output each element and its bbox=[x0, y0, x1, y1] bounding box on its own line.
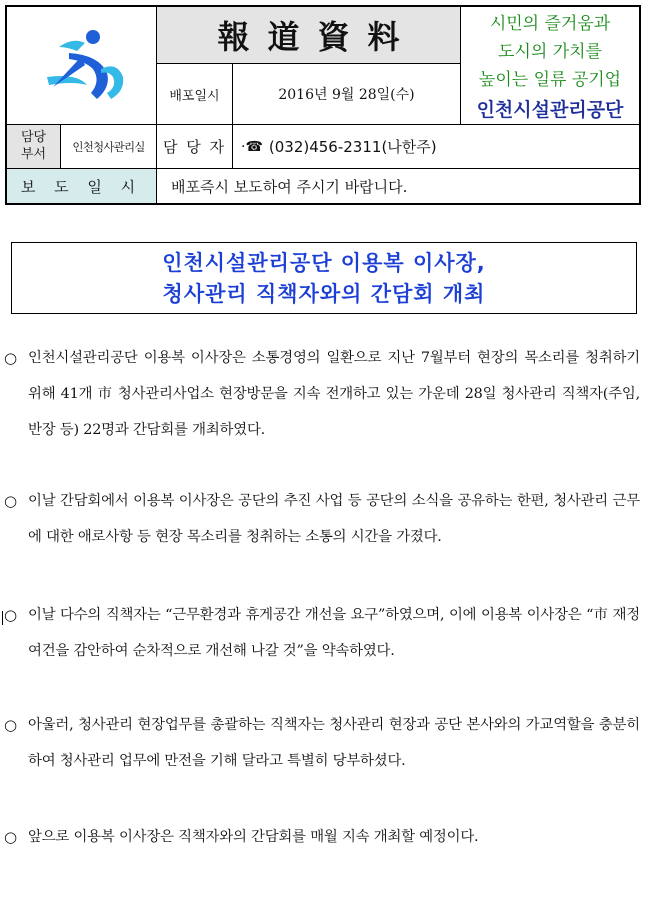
paragraph-text: 앞으로 이용복 이사장은 직책자와의 간담회를 매월 지속 개최할 예정이다. bbox=[28, 829, 479, 845]
organization-name: 인천시설관리공단 bbox=[476, 99, 624, 121]
dept-value: 인천청사관리실 bbox=[61, 125, 157, 169]
bullet-icon: ○ bbox=[4, 606, 17, 624]
text-cursor bbox=[2, 611, 3, 625]
date-label: 배포일시 bbox=[157, 64, 233, 125]
body-paragraphs bbox=[4, 340, 640, 855]
press-release-title: 報道資料 bbox=[157, 7, 461, 64]
press-header-table bbox=[5, 5, 641, 205]
bullet-icon: ○ bbox=[4, 349, 17, 367]
paragraph-text: 아울러, 청사관리 현장업무를 총괄하는 직책자는 청사관리 현장과 공단 본사와의 가교역할을 충분히 하여 청사관리 업무에 만전을 기해 달라고 특별히 당부하셨다. bbox=[28, 717, 640, 769]
paragraph bbox=[4, 340, 640, 448]
paragraph-text: 이날 간담회에서 이용복 이사장은 공단의 추진 사업 등 공단의 소식을 공유하는 한편, 청사관리 근무에 대한 애로사항 등 현장 목소리를 청취하는 소통의 시간을 가졌다. bbox=[28, 493, 640, 545]
slogan-line: 도시의 가치를 bbox=[498, 42, 602, 62]
paragraph bbox=[4, 597, 640, 669]
paragraph bbox=[4, 819, 640, 855]
paragraph bbox=[4, 483, 640, 555]
release-value: 배포즉시 보도하여 주시기 바랍니다. bbox=[171, 177, 408, 196]
bullet-icon: ○ bbox=[4, 828, 17, 846]
bullet-icon: ○ bbox=[4, 716, 17, 734]
slogan-cell bbox=[461, 7, 639, 125]
slogan-line: 시민의 즐거움과 bbox=[489, 14, 611, 34]
paragraph-text: 이날 다수의 직책자는 “근무환경과 휴게공간 개선을 요구”하였으며, 이에 이용복 이사장은 “市 재정여건을 감안하여 순차적으로 개선해 나갈 것”을 약속하였다. bbox=[28, 607, 640, 659]
slogan-line: 높이는 일류 공기업 bbox=[478, 70, 622, 90]
manager-value bbox=[233, 125, 639, 169]
paragraph-text: 인천시설관리공단 이용복 이사장은 소통경영의 일환으로 지난 7월부터 현장의 목소리를 청취하기 위해 41개 市 청사관리사업소 현장방문을 지속 전개하고 있는 가운데 28일 청사관리 직책자(주임, 반장 등) 22명과 간담회를 개최하였다. bbox=[28, 350, 640, 438]
headline-line-1: 인천시설관리공단 이용복 이사장, bbox=[162, 251, 486, 275]
manager-contact: (032)456-2311(나한주) bbox=[268, 138, 437, 156]
phone-icon: ·☎ bbox=[241, 138, 263, 155]
headline-line-2: 청사관리 직책자와의 간담회 개최 bbox=[162, 282, 486, 306]
corporation-logo bbox=[7, 7, 157, 125]
bullet-icon: ○ bbox=[4, 492, 17, 510]
dept-label-text: 담당부서 bbox=[20, 130, 47, 162]
manager-label: 담 당 자 bbox=[157, 125, 233, 169]
date-value: 2016년 9월 28일(수) bbox=[233, 64, 461, 125]
headline-box bbox=[11, 242, 637, 314]
logo-cell bbox=[7, 7, 157, 125]
dept-label bbox=[7, 125, 61, 169]
paragraph bbox=[4, 707, 640, 779]
release-label: 보 도 일 시 bbox=[7, 169, 157, 203]
